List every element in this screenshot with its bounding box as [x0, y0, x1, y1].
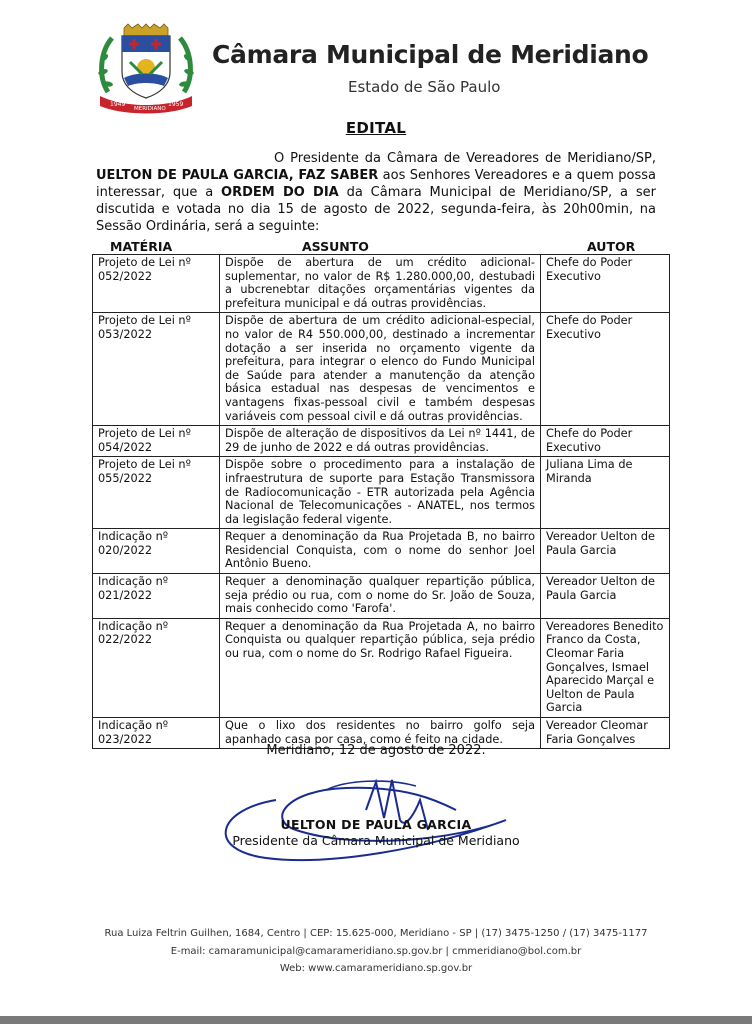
cell-materia: Indicação nº 022/2022	[93, 618, 220, 717]
cell-autor: Juliana Lima de Miranda	[541, 457, 670, 529]
signer-name: UELTON DE PAULA GARCIA	[280, 817, 472, 832]
crest-ribbon-right: 1959	[168, 101, 184, 108]
cell-assunto: Requer a denominação qualquer repartição pública, seja prédio ou rua, com o nome do Sr. João de Souza, mais conhecido como 'Farofa'.	[220, 574, 541, 619]
cell-materia: Indicação nº 021/2022	[93, 574, 220, 619]
crest-ribbon-left: 1949	[110, 101, 126, 108]
organization-title: Câmara Municipal de Meridiano	[212, 40, 649, 69]
cell-autor: Chefe do Poder Executivo	[541, 313, 670, 426]
cell-assunto: Dispõe de abertura de um crédito adicional-suplementar, no valor de R$ 1.280.000,00, destubadi a ubcrenebtar ditações orçamentárias vigentes da prefeitura municipal e dá outras providências.	[220, 255, 541, 313]
cell-materia: Indicação nº 020/2022	[93, 529, 220, 574]
date-line: Meridiano, 12 de agosto de 2022.	[266, 743, 486, 758]
cell-autor: Vereador Uelton de Paula Garcia	[541, 574, 670, 619]
cell-assunto: Dispõe de alteração de dispositivos da Lei nº 1441, de 29 de junho de 2022 e dá outras providências.	[220, 426, 541, 457]
footer-address: Rua Luiza Feltrin Guilhen, 1684, Centro | CEP: 15.625-000, Meridiano - SP | (17) 3475-1250 / (17) 3475-1177	[104, 928, 648, 939]
cell-assunto: Dispõe de abertura de um crédito adicional-especial, no valor de R4 550.000,00, destinado a incrementar dotação a ser inserida no orçamento vigente da prefeitura, para integrar o elenco do Fundo Municipal de Saúde para atender a manutenção da atenção básica estadual nas despesas de vencimentos e vantagens fixas-pessoal civil e também despesas variáveis com pessoal civil e dá outras providências.	[220, 313, 541, 426]
intro-text-3: da Câmara Municipal de Meridiano/SP, a ser discutida e votada no dia 15 de agosto de 2022, segunda-feira, às 20h00min, na Sessão Ordinária, será a seguinte:	[96, 185, 656, 234]
cell-autor: Vereadores Benedito Franco da Costa, Cleomar Faria Gonçalves, Ismael Aparecido Marçal e Uelton de Paula Garcia	[541, 618, 670, 717]
table-header	[92, 239, 660, 255]
table-row	[93, 529, 670, 574]
signer-role: Presidente da Câmara Municipal de Meridiano	[232, 833, 520, 848]
crest-ribbon-center: MERIDIANO	[134, 106, 166, 112]
cell-autor: Chefe do Poder Executivo	[541, 426, 670, 457]
cell-assunto: Requer a denominação da Rua Projetada A, no bairro Conquista ou qualquer repartição pública, seja prédio ou rua, com o nome do Sr. Rodrigo Rafael Figueira.	[220, 618, 541, 717]
municipal-crest-icon	[94, 22, 198, 114]
cell-materia: Projeto de Lei nº 053/2022	[93, 313, 220, 426]
column-header-autor: AUTOR	[587, 239, 636, 254]
footer-email: E-mail: camaramunicipal@camarameridiano.sp.gov.br | cmmeridiano@bol.com.br	[170, 946, 582, 957]
cell-materia: Projeto de Lei nº 055/2022	[93, 457, 220, 529]
intro-text-1: O Presidente da Câmara de Vereadores de Meridiano/SP,	[274, 151, 656, 166]
cell-assunto: Que o lixo dos residentes no bairro golfo seja apanhado casa por casa, como é feito na cidade.	[220, 718, 541, 749]
intro-paragraph	[96, 150, 656, 235]
cell-assunto: Dispõe sobre o procedimento para a instalação de infraestrutura de suporte para Estação Transmissora de Radiocomunicação - ETR autorizada pela Agência Nacional de Telecomunicações - ANATEL, nos termos da legislação federal vigente.	[220, 457, 541, 529]
cell-autor: Vereador Cleomar Faria Gonçalves	[541, 718, 670, 749]
table-row	[93, 255, 670, 313]
document-heading: EDITAL	[345, 119, 407, 137]
intro-text-order: ORDEM DO DIA	[221, 185, 339, 200]
column-header-assunto: ASSUNTO	[302, 239, 369, 254]
table-row	[93, 426, 670, 457]
table-row	[93, 618, 670, 717]
footer-web: Web: www.camarameridiano.sp.gov.br	[279, 963, 473, 974]
footer-bar	[0, 1016, 752, 1024]
cell-materia: Indicação nº 023/2022	[93, 718, 220, 749]
intro-text-president: UELTON DE PAULA GARCIA, FAZ SABER	[96, 168, 379, 183]
cell-materia: Projeto de Lei nº 052/2022	[93, 255, 220, 313]
table-row	[93, 574, 670, 619]
organization-subtitle: Estado de São Paulo	[348, 78, 501, 96]
agenda-table	[92, 254, 670, 749]
cell-autor: Vereador Uelton de Paula Garcia	[541, 529, 670, 574]
cell-materia: Projeto de Lei nº 054/2022	[93, 426, 220, 457]
cell-assunto: Requer a denominação da Rua Projetada B, no bairro Residencial Conquista, com o nome do senhor Joel Antônio Bueno.	[220, 529, 541, 574]
column-header-materia: MATÉRIA	[110, 239, 173, 254]
intro-text-2: aos Senhores Vereadores e a quem possa interessar, que a	[96, 168, 656, 200]
table-row	[93, 313, 670, 426]
cell-autor: Chefe do Poder Executivo	[541, 255, 670, 313]
table-row	[93, 457, 670, 529]
